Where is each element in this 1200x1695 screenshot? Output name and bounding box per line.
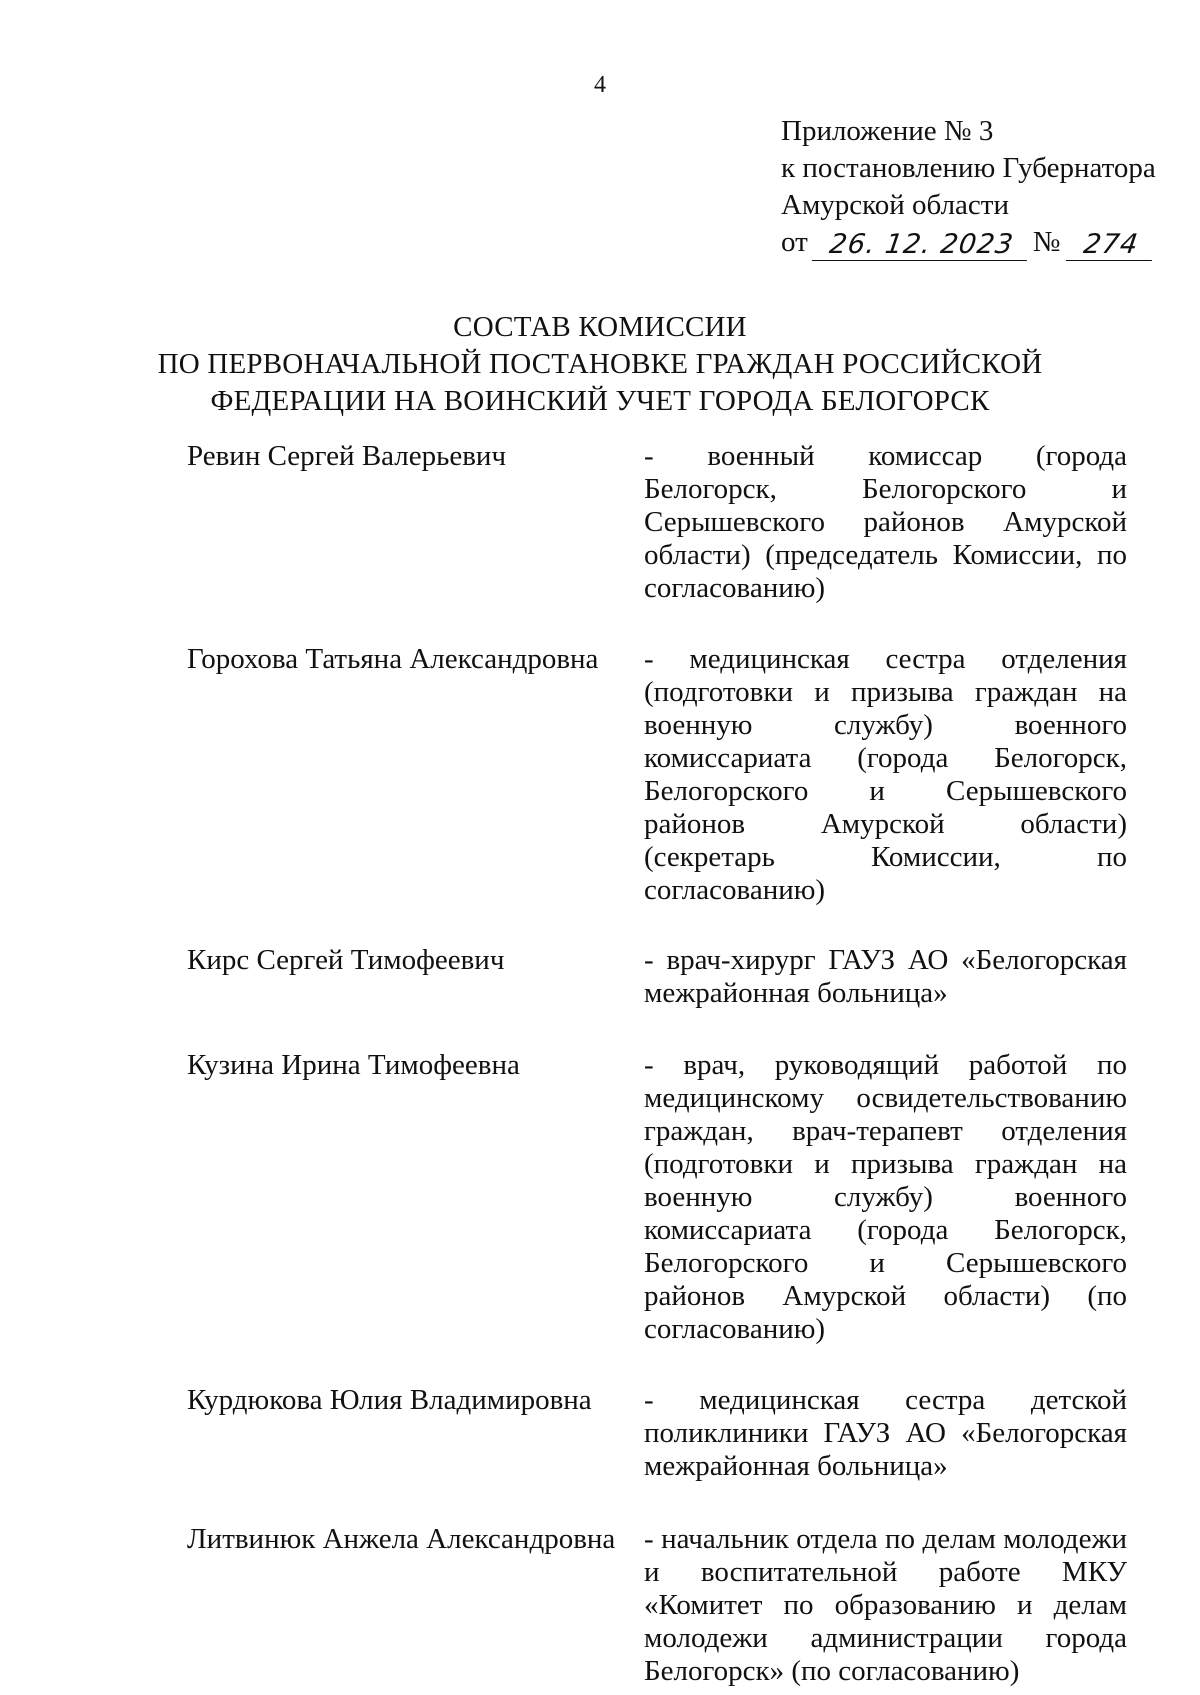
member-name: Литвинюк Анжела Александровна	[187, 1523, 616, 1555]
member-name: Горохова Татьяна Александровна	[187, 643, 599, 675]
member-name: Ревин Сергей Валерьевич	[187, 440, 507, 472]
appendix-region: Амурской области	[781, 189, 1009, 221]
member-role: - медицинская сестра отделения (подготовки и призыва граждан на военную службу) военного комиссариата (города Белогорск, Белогорского и Серышевского районов Амурской области) (секретарь Комиссии, по согласованию)	[644, 643, 1127, 906]
number-sign: №	[1032, 226, 1061, 258]
appendix-title: Приложение № 3	[781, 115, 994, 147]
members-list	[187, 440, 1127, 1688]
date-prefix: от	[781, 226, 808, 258]
member-role: - врач-хирург ГАУЗ АО «Белогорская межрайонная больница»	[644, 944, 1127, 1009]
appendix-date-row	[781, 224, 1156, 261]
member-name: Кирс Сергей Тимофеевич	[187, 944, 505, 976]
title-line-3: ФЕДЕРАЦИИ НА ВОИНСКИЙ УЧЕТ ГОРОДА БЕЛОГОРСК	[210, 385, 990, 417]
member-row	[187, 440, 1127, 605]
page-number: 4	[594, 72, 606, 98]
appendix-resolution-ref: к постановлению Губернатора	[781, 152, 1156, 184]
member-role: - начальник отдела по делам молодежи и воспитательной работе МКУ «Комитет по образованию и делам молодежи администрации города Белогорск» (по согласованию)	[644, 1523, 1127, 1687]
handwritten-number: 274	[1066, 230, 1156, 261]
document-title	[0, 309, 1200, 420]
title-line-1: СОСТАВ КОМИССИИ	[453, 311, 747, 343]
handwritten-date: 26. 12. 2023	[812, 230, 1031, 261]
member-row	[187, 1384, 1127, 1483]
member-role: - медицинская сестра детской поликлиники ГАУЗ АО «Белогорская межрайонная больница»	[644, 1384, 1127, 1482]
title-line-2: ПО ПЕРВОНАЧАЛЬНОЙ ПОСТАНОВКЕ ГРАЖДАН РОССИЙСКОЙ	[157, 348, 1043, 380]
member-row	[187, 643, 1127, 907]
appendix-block	[781, 113, 1156, 261]
member-name: Курдюкова Юлия Владимировна	[187, 1384, 592, 1416]
member-role: - военный комиссар (города Белогорск, Белогорского и Серышевского районов Амурской области) (председатель Комиссии, по согласованию)	[644, 440, 1127, 604]
member-name: Кузина Ирина Тимофеевна	[187, 1049, 520, 1081]
member-row	[187, 1523, 1127, 1688]
member-row	[187, 1049, 1127, 1346]
member-role: - врач, руководящий работой по медицинскому освидетельствованию граждан, врач-терапевт отделения (подготовки и призыва граждан на военную службу) военного комиссариата (города Белогорск, Белогорского и Серышевского районов Амурской области) (по согласованию)	[644, 1049, 1127, 1345]
member-row	[187, 944, 1127, 1010]
